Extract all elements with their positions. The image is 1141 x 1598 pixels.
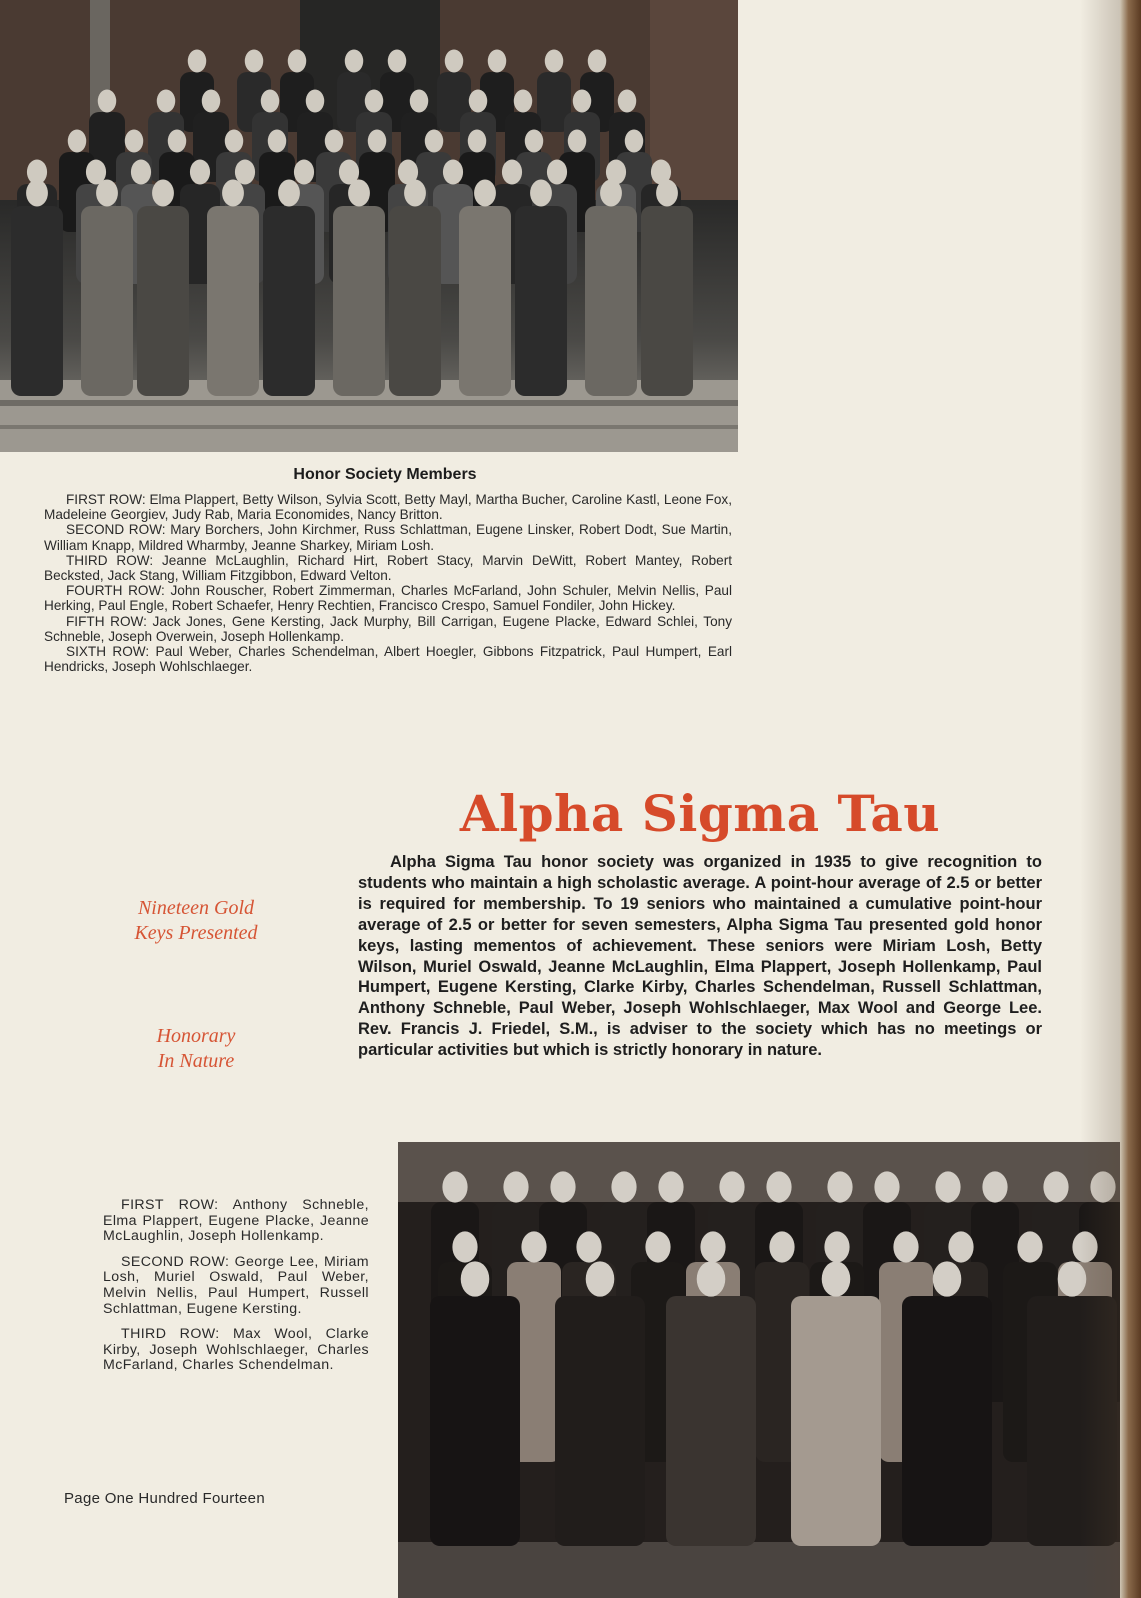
figure-face: [278, 179, 300, 206]
figure-face: [656, 179, 678, 206]
figure-face: [550, 1171, 575, 1202]
figure-face: [588, 50, 606, 73]
page-edge: [1120, 0, 1141, 1598]
side-note-line: Keys Presented: [134, 922, 258, 944]
figure-face: [488, 50, 506, 73]
figure-face: [245, 50, 263, 73]
side-note-line: In Nature: [157, 1050, 235, 1072]
roster-row: FIFTH ROW: Jack Jones, Gene Kersting, Jack Murphy, Bill Carrigan, Eugene Placke, Edward Schlei, Tony Schneble, Joseph Overwein, Joseph Hollenkamp.: [44, 613, 732, 644]
figure-body: [555, 1296, 645, 1546]
figure-face: [68, 130, 86, 153]
figure-face: [1043, 1171, 1068, 1202]
figure-face: [410, 90, 428, 113]
figure-face: [306, 90, 324, 113]
figure-face: [157, 90, 175, 113]
figure-face: [697, 1261, 726, 1296]
figure-face: [452, 1231, 477, 1262]
figure-face: [521, 1231, 546, 1262]
figure-face: [700, 1231, 725, 1262]
figure-face: [365, 90, 383, 113]
side-note-gold-keys: [96, 896, 296, 946]
figure-face: [125, 130, 143, 153]
figure-face: [503, 1171, 528, 1202]
figure-face: [202, 90, 220, 113]
figure-face: [982, 1171, 1007, 1202]
figure-face: [874, 1171, 899, 1202]
figure-face: [530, 179, 552, 206]
figure-body: [207, 206, 259, 396]
figure-face: [345, 50, 363, 73]
figure-body: [389, 206, 441, 396]
figure-face: [568, 130, 586, 153]
figure-face: [425, 130, 443, 153]
figure-face: [98, 90, 116, 113]
figure-face: [935, 1171, 960, 1202]
caption-row: SECOND ROW: George Lee, Miriam Losh, Muriel Oswald, Paul Weber, Melvin Nellis, Paul Humpert, Russell Schlattman, Eugene Kersting.: [103, 1253, 369, 1317]
figure-face: [442, 1171, 467, 1202]
alpha-sigma-tau-photo-drawing: [398, 1142, 1120, 1598]
figure-face: [461, 1261, 490, 1296]
figure-face: [261, 90, 279, 113]
figure-face: [443, 160, 463, 185]
figure-face: [469, 90, 487, 113]
figure-face: [502, 160, 522, 185]
figure-body: [430, 1296, 520, 1546]
figure-face: [625, 130, 643, 153]
figure-face: [600, 179, 622, 206]
figure-face: [294, 160, 314, 185]
figure-face: [348, 179, 370, 206]
figure-face: [1017, 1231, 1042, 1262]
honor-society-group-photo: [0, 0, 738, 452]
figure-face: [769, 1231, 794, 1262]
roster-row: FIRST ROW: Elma Plappert, Betty Wilson, Sylvia Scott, Betty Mayl, Martha Bucher, Caroline Kastl, Leone Fox, Madeleine Georgiev, Judy Rab, Maria Economides, Nancy Britton.: [44, 492, 732, 523]
figure-face: [893, 1231, 918, 1262]
figure-face: [268, 130, 286, 153]
figure-body: [263, 206, 315, 396]
figure-body: [459, 206, 511, 396]
figure-face: [547, 160, 567, 185]
figure-face: [96, 179, 118, 206]
figure-face: [933, 1261, 962, 1296]
side-note-line: Honorary: [156, 1025, 236, 1047]
roster-row: SIXTH ROW: Paul Weber, Charles Schendelman, Albert Hoegler, Gibbons Fitzpatrick, Paul Humpert, Earl Hendricks, Joseph Wohlschlaeger.: [44, 644, 732, 675]
figure-face: [325, 130, 343, 153]
figure-face: [445, 50, 463, 73]
figure-face: [388, 50, 406, 73]
member-roster: [44, 492, 732, 674]
figure-face: [576, 1231, 601, 1262]
article-body: [358, 852, 1042, 1061]
figure-face: [404, 179, 426, 206]
article-paragraph: Alpha Sigma Tau honor society was organized in 1935 to give recognition to students who maintain a high scholastic average. A point-hour average of 2.5 or better is required for membership. To 19 seniors who maintained a cumulative point-hour average of 2.5 or better for seven semesters, Alpha Sigma Tau presented gold honor keys, lasting mementos of achievement. These seniors were Miriam Losh, Betty Wilson, Muriel Oswald, Jeanne McLaughlin, Elma Plappert, Joseph Hollenkamp, Paul Humpert, Eugene Kersting, Clarke Kirby, Charles Schendelman, Russell Schlattman, Anthony Schneble, Paul Weber, Joseph Wohlschlaeger, Max Wool and George Lee. Rev. Francis J. Friedel, S.M., is adviser to the society which has no meetings or particular activities but which is strictly honorary in nature.: [358, 853, 1042, 1060]
figure-face: [26, 179, 48, 206]
figure-face: [766, 1171, 791, 1202]
figure-face: [514, 90, 532, 113]
figure-body: [333, 206, 385, 396]
figure-body: [137, 206, 189, 396]
figure-body: [791, 1296, 881, 1546]
photo-caption-title: Honor Society Members: [293, 466, 477, 483]
figure-face: [824, 1231, 849, 1262]
figure-body: [515, 206, 567, 396]
alpha-sigma-tau-group-photo: [398, 1142, 1120, 1598]
figure-face: [131, 160, 151, 185]
figure-face: [545, 50, 563, 73]
figure-face: [288, 50, 306, 73]
roster-row: FOURTH ROW: John Rouscher, Robert Zimmerman, Charles McFarland, John Schuler, Melvin Nellis, Paul Herking, Paul Engle, Robert Schaefer, Henry Rechtien, Francisco Crespo, Samuel Fondiler, John Hickey.: [44, 583, 732, 614]
page-number: Page One Hundred Fourteen: [64, 1490, 265, 1507]
figure-face: [222, 179, 244, 206]
group-photo-caption: [103, 1198, 369, 1384]
figure-face: [474, 179, 496, 206]
figure-face: [658, 1171, 683, 1202]
figure-face: [225, 130, 243, 153]
figure-face: [645, 1231, 670, 1262]
caption-row: THIRD ROW: Max Wool, Clarke Kirby, Joseph Wohlschlaeger, Charles McFarland, Charles Schendelman.: [103, 1326, 369, 1374]
honor-society-photo-drawing: [0, 0, 738, 452]
figure-body: [902, 1296, 992, 1546]
figure-face: [719, 1171, 744, 1202]
figure-face: [188, 50, 206, 73]
figure-face: [822, 1261, 851, 1296]
figure-face: [618, 90, 636, 113]
figure-face: [948, 1231, 973, 1262]
side-note-honorary: [96, 1024, 296, 1074]
figure-face: [468, 130, 486, 153]
figure-face: [152, 179, 174, 206]
figure-face: [168, 130, 186, 153]
figure-face: [525, 130, 543, 153]
figure-face: [190, 160, 210, 185]
figure-body: [11, 206, 63, 396]
caption-row: FIRST ROW: Anthony Schneble, Elma Plappert, Eugene Placke, Jeanne McLaughlin, Joseph Hollenkamp.: [103, 1197, 369, 1245]
figure-face: [368, 130, 386, 153]
figure-body: [81, 206, 133, 396]
section-heading: Alpha Sigma Tau: [459, 784, 941, 843]
roster-row: THIRD ROW: Jeanne McLaughlin, Richard Hirt, Robert Stacy, Marvin DeWitt, Robert Mantey, Robert Becksted, Jack Stang, William Fitzgibbon, Edward Velton.: [44, 552, 732, 584]
side-note-line: Nineteen Gold: [137, 897, 255, 919]
figure-face: [611, 1171, 636, 1202]
roster-row: SECOND ROW: Mary Borchers, John Kirchmer, Russ Schlattman, Eugene Linsker, Robert Dodt, Sue Martin, William Knapp, Mildred Wharmby, Jeanne Sharkey, Miriam Losh.: [44, 522, 732, 553]
figure-face: [235, 160, 255, 185]
figure-face: [573, 90, 591, 113]
figure-body: [641, 206, 693, 396]
figure-face: [586, 1261, 615, 1296]
figure-body: [585, 206, 637, 396]
gutter-shadow: [1080, 0, 1120, 1598]
figure-body: [666, 1296, 756, 1546]
figure-face: [827, 1171, 852, 1202]
